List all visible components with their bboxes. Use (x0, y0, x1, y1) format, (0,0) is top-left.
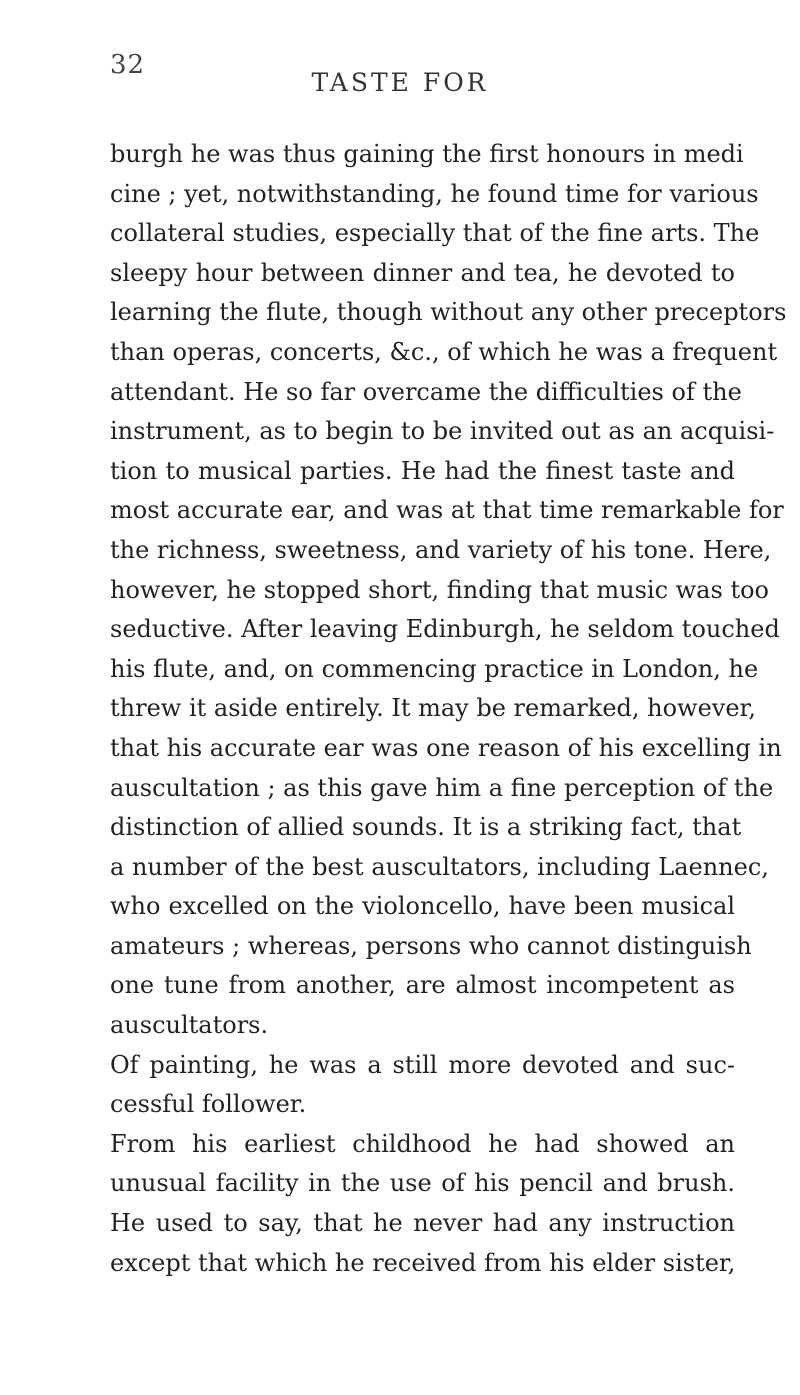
text-line: sleepy hour between dinner and tea, he devoted to (110, 258, 735, 287)
text-line: burgh he was thus gaining the first honours in medi (110, 140, 744, 168)
text-line: He used to say, that he never had any instruction (110, 1209, 735, 1238)
text-line: his flute, and, on commencing practice in London, he (110, 654, 759, 683)
text-line: auscultators. (110, 1011, 269, 1040)
text-line: attendant. He so far overcame the difficulties of the (110, 377, 742, 406)
text-line: the richness, sweetness, and variety of his tone. Here, (110, 535, 772, 564)
text-line: cessful follower. (110, 1090, 307, 1119)
text-line: than operas, concerts, &c., of which he was a frequent (110, 337, 778, 366)
text-line: cine ; yet, notwithstanding, he found time for various (110, 179, 759, 208)
text-line: distinction of allied sounds. It is a striking fact, that (110, 813, 742, 842)
text-line: threw it aside entirely. It may be remarked, however, (110, 694, 757, 723)
text-line: one tune from another, are almost incompetent as (110, 971, 735, 1000)
text-line: Of painting, he was a still more devoted and suc- (110, 1050, 735, 1079)
text-line: auscultation ; as this gave him a fine perception of the (110, 773, 774, 802)
text-line: that his accurate ear was one reason of his excelling in (110, 733, 782, 762)
text-line: however, he stopped short, finding that music was too (110, 575, 769, 604)
text-line: From his earliest childhood he had showed an (110, 1129, 735, 1158)
text-line: who excelled on the violoncello, have been musical (110, 892, 735, 921)
text-line: unusual facility in the use of his pencil and brush. (110, 1169, 735, 1198)
text-line: learning the flute, though without any other preceptors (110, 298, 787, 327)
body-text (110, 135, 787, 1283)
text-line: instrument, as to begin to be invited out as an acquisi- (110, 417, 775, 446)
text-line: except that which he received from his elder sister, (110, 1248, 736, 1277)
text-line: amateurs ; whereas, persons who cannot distinguish (110, 931, 752, 960)
text-line: tion to musical parties. He had the finest taste and (110, 456, 735, 485)
text-line: a number of the best auscultators, including Laennec, (110, 852, 769, 881)
page-number: 32 (110, 50, 146, 80)
running-title: TASTE FOR (311, 68, 489, 97)
text-line: seductive. After leaving Edinburgh, he seldom touched (110, 615, 780, 644)
text-line: collateral studies, especially that of the fine arts. The (110, 219, 760, 248)
text-line: most accurate ear, and was at that time remarkable for (110, 496, 784, 525)
